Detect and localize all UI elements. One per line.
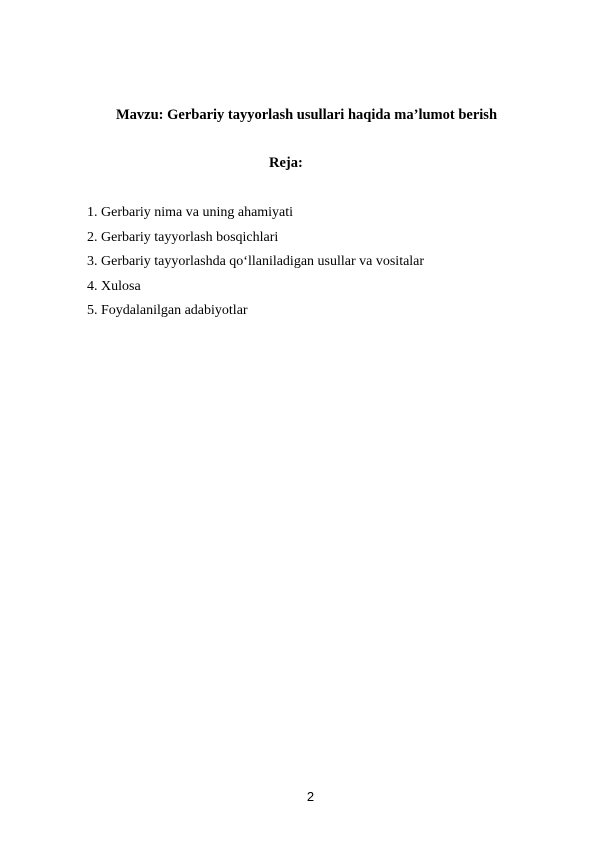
plan-item: 2. Gerbariy tayyorlash bosqichlari: [87, 229, 279, 245]
plan-item: 3. Gerbariy tayyorlashda qo‘llaniladigan usullar va vositalar: [87, 254, 425, 269]
plan-item: 1. Gerbariy nima va uning ahamiyati: [87, 205, 294, 220]
page-number: 2: [306, 789, 315, 804]
plan-heading: Reja:: [269, 155, 303, 171]
plan-item: 4. Xulosa: [87, 278, 141, 294]
plan-item: 5. Foydalanilgan adabiyotlar: [87, 303, 248, 318]
plan-list: [87, 201, 424, 324]
document-title: Mavzu: Gerbariy tayyorlash usullari haqida ma’lumot berish: [115, 107, 498, 123]
